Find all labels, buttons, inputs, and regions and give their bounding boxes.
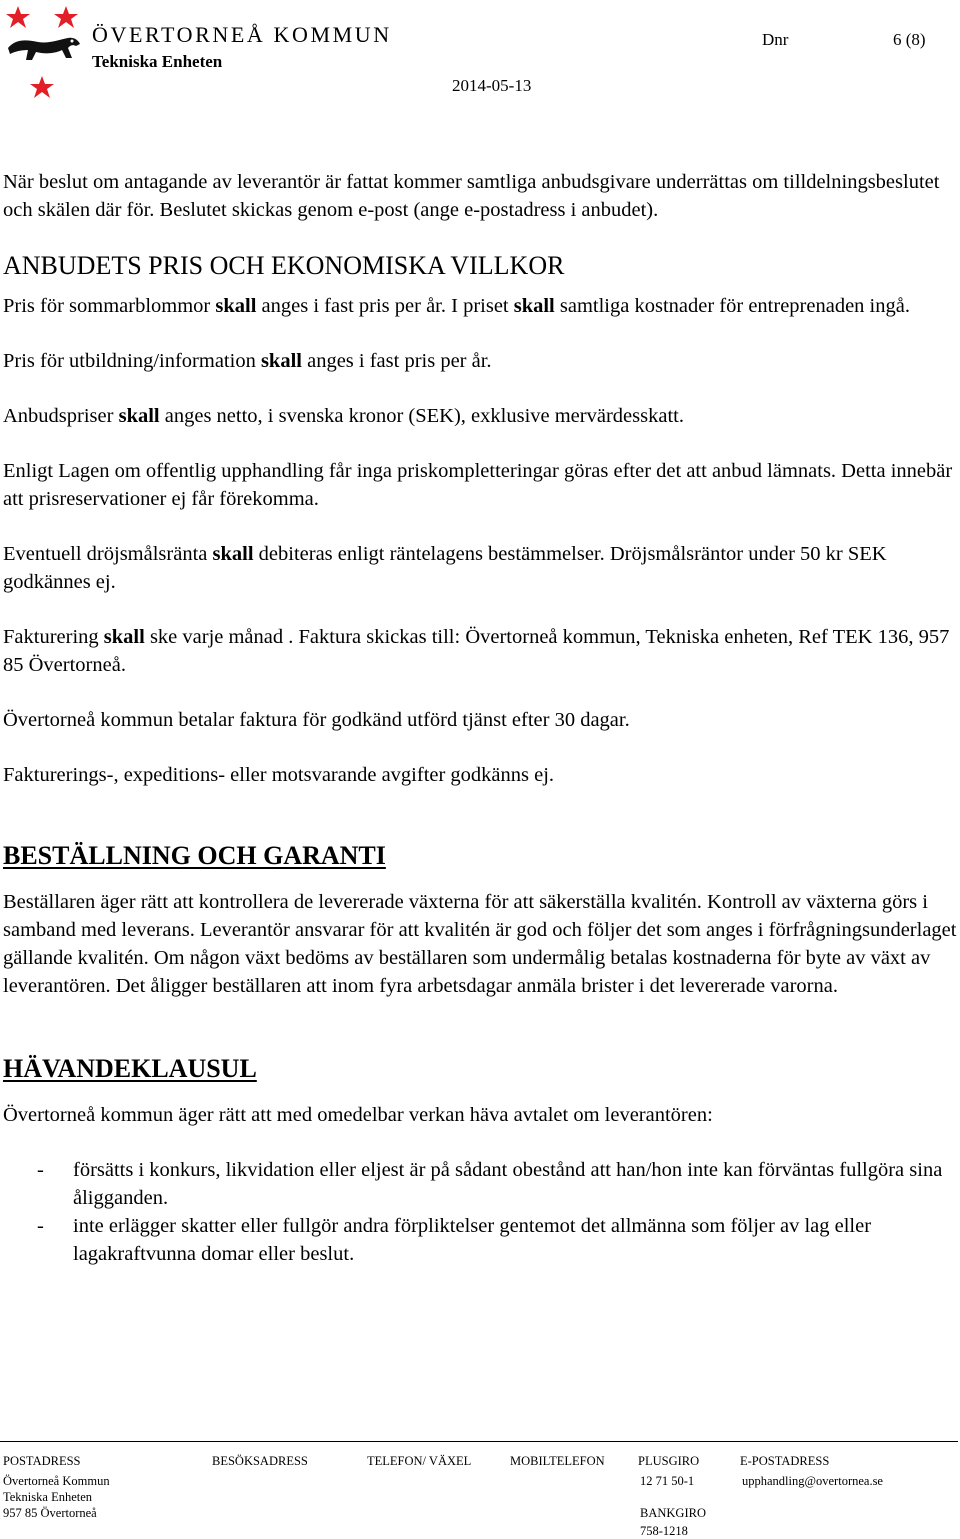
footer-divider bbox=[0, 1441, 958, 1442]
pricing-heading: ANBUDETS PRIS OCH EKONOMISKA VILLKOR bbox=[3, 251, 565, 280]
footer-epost-value[interactable]: upphandling@overtornea.se bbox=[742, 1474, 883, 1488]
footer-plusgiro-value: 12 71 50-1 bbox=[640, 1474, 695, 1488]
document-body bbox=[3, 168, 958, 1268]
intro-paragraph: När beslut om antagande av leverantör är fattat kommer samtliga anbudsgivare underrättas om tilldelningsbeslutet och skälen där för. Beslutet skickas genom e-post (ange e-postadress i anbudet). bbox=[3, 171, 940, 221]
termination-heading: HÄVANDEKLAUSUL bbox=[3, 1054, 257, 1083]
footer-epost-label: E-POSTADRESS bbox=[740, 1454, 830, 1468]
footer-bankgiro-label: BANKGIRO bbox=[640, 1506, 706, 1520]
pricing-paragraph-2: Pris för utbildning/information skall anges i fast pris per år. bbox=[3, 350, 492, 372]
dnr-label: Dnr bbox=[762, 30, 789, 49]
footer-post-line2: Tekniska Enheten bbox=[3, 1490, 93, 1504]
pricing-paragraph-3: Anbudspriser skall anges netto, i svenska kronor (SEK), exklusive mervärdesskatt. bbox=[3, 405, 684, 427]
footer-plusgiro-label: PLUSGIRO bbox=[638, 1454, 700, 1468]
list-item: - försätts i konkurs, likvidation eller eljest är på sådant obestånd att han/hon inte kan förväntas fullgöra sina åligganden. bbox=[37, 1159, 943, 1209]
organization-name: ÖVERTORNEÅ KOMMUN bbox=[92, 22, 392, 47]
footer-post-line3: 957 85 Övertorneå bbox=[3, 1506, 97, 1520]
order-heading: BESTÄLLNING OCH GARANTI bbox=[3, 841, 386, 870]
termination-paragraph: Övertorneå kommun äger rätt att med omedelbar verkan häva avtalet om leverantören: bbox=[3, 1104, 713, 1126]
page-number: 6 (8) bbox=[893, 30, 926, 49]
pricing-paragraph-5: Eventuell dröjsmålsränta skall debiteras enligt räntelagens bestämmelser. Dröjsmålsräntor under 50 kr SEK godkännes ej. bbox=[3, 543, 887, 593]
pricing-paragraph-8: Fakturerings-, expeditions- eller motsvarande avgifter godkänns ej. bbox=[3, 764, 555, 786]
footer-telefon-label: TELEFON/ VÄXEL bbox=[367, 1454, 472, 1468]
list-item: - inte erlägger skatter eller fullgör andra förpliktelser gentemot det allmänna som följer av lag eller lagakraftvunna domar eller beslut. bbox=[37, 1215, 872, 1265]
footer-post-line1: Övertorneå Kommun bbox=[3, 1474, 110, 1488]
pricing-paragraph-7: Övertorneå kommun betalar faktura för godkänd utförd tjänst efter 30 dagar. bbox=[3, 709, 630, 731]
footer-bankgiro-value: 758-1218 bbox=[640, 1524, 688, 1538]
municipality-crest-logo bbox=[2, 2, 82, 102]
unit-name: Tekniska Enheten bbox=[92, 52, 223, 71]
order-paragraph: Beställaren äger rätt att kontrollera de levererade växterna för att säkerställa kvalitén. Kontroll av växterna görs i samband med leverans. Leverantör ansvarar för att kvalitén är god och följer det som anges i förfrågningsunderlaget gällande kvalitén. Om någon växt bedöms av beställaren som undermålig betalas kostnaderna för byte av växt av leverantören. Det åligger beställaren att inom fyra arbetsdagar anmäla brister i det levererade varorna. bbox=[3, 891, 957, 997]
pricing-paragraph-1: Pris för sommarblommor skall anges i fast pris per år. I priset skall samtliga kostnader för entreprenaden ingå. bbox=[3, 295, 910, 317]
footer-postadress-label: POSTADRESS bbox=[3, 1454, 81, 1468]
footer-mobil-label: MOBILTELEFON bbox=[510, 1454, 605, 1468]
pricing-paragraph-4: Enligt Lagen om offentlig upphandling får inga priskompletteringar göras efter det att anbud lämnats. Detta innebär att prisreservationer ej får förekomma. bbox=[3, 460, 953, 510]
footer-besoksadress-label: BESÖKSADRESS bbox=[212, 1454, 308, 1468]
pricing-paragraph-6: Fakturering skall ske varje månad . Faktura skickas till: Övertorneå kommun, Tekniska enheten, Ref TEK 136, 957 85 Övertorneå. bbox=[3, 626, 950, 676]
termination-list bbox=[3, 1156, 958, 1268]
document-date: 2014-05-13 bbox=[452, 76, 532, 95]
